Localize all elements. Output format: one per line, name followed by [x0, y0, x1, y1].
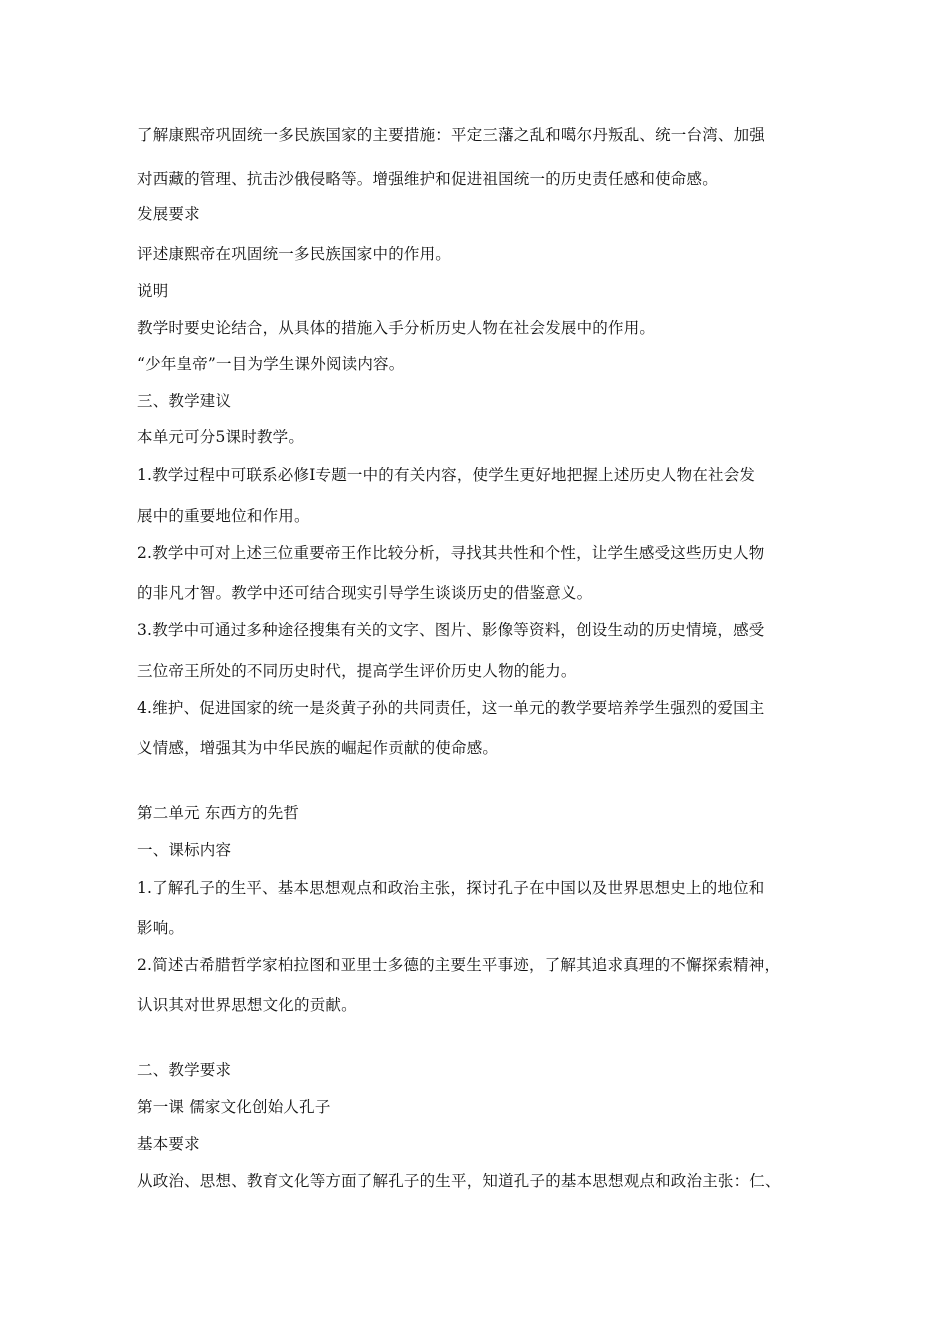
unit-title: 第二单元 东西方的先哲 [137, 804, 300, 822]
text-line: 的非凡才智。教学中还可结合现实引导学生谈谈历史的借鉴意义。 [137, 584, 593, 602]
text-line: 评述康熙帝在巩固统一多民族国家中的作用。 [137, 245, 452, 263]
section-heading: 一、课标内容 [137, 841, 232, 859]
text-line: 展中的重要地位和作用。 [137, 507, 310, 525]
text-line: 认识其对世界思想文化的贡献。 [137, 996, 357, 1014]
text-line: 影响。 [137, 919, 185, 937]
section-heading: 二、教学要求 [137, 1061, 232, 1079]
text-line: 对西藏的管理、抗击沙俄侵略等。增强维护和促进祖国统一的历史责任感和使命感。 [137, 170, 718, 188]
text-line: 从政治、思想、教育文化等方面了解孔子的生平，知道孔子的基本思想观点和政治主张：仁、 [137, 1172, 781, 1190]
text-line: 本单元可分5课时教学。 [137, 428, 305, 446]
section-heading: 发展要求 [137, 205, 200, 223]
text-line: 2.教学中可对上述三位重要帝王作比较分析，寻找其共性和个性，让学生感受这些历史人物 [137, 544, 765, 562]
text-line: 4.维护、促进国家的统一是炎黄子孙的共同责任，这一单元的教学要培养学生强烈的爱国主 [137, 699, 765, 717]
section-heading: 说明 [137, 282, 169, 300]
section-heading: 三、教学建议 [137, 392, 232, 410]
text-line: 了解康熙帝巩固统一多民族国家的主要措施：平定三藩之乱和噶尔丹叛乱、统一台湾、加强 [137, 126, 766, 144]
text-line: 1.了解孔子的生平、基本思想观点和政治主张，探讨孔子在中国以及世界思想史上的地位和 [137, 879, 765, 897]
text-line: 2.简述古希腊哲学家柏拉图和亚里士多德的主要生平事迹，了解其追求真理的不懈探索精神， [137, 956, 781, 974]
text-line: “少年皇帝”一目为学生课外阅读内容。 [137, 355, 405, 373]
text-line: 教学时要史论结合，从具体的措施入手分析历史人物在社会发展中的作用。 [137, 319, 656, 337]
text-line: 3.教学中可通过多种途径搜集有关的文字、图片、影像等资料，创设生动的历史情境，感受 [137, 621, 765, 639]
text-line: 义情感，增强其为中华民族的崛起作贡献的使命感。 [137, 739, 499, 757]
lesson-title: 第一课 儒家文化创始人孔子 [137, 1098, 331, 1116]
text-line: 三位帝王所处的不同历史时代，提高学生评价历史人物的能力。 [137, 662, 577, 680]
section-heading: 基本要求 [137, 1135, 200, 1153]
text-line: 1.教学过程中可联系必修Ⅰ专题一中的有关内容，使学生更好地把握上述历史人物在社会发 [137, 466, 756, 484]
